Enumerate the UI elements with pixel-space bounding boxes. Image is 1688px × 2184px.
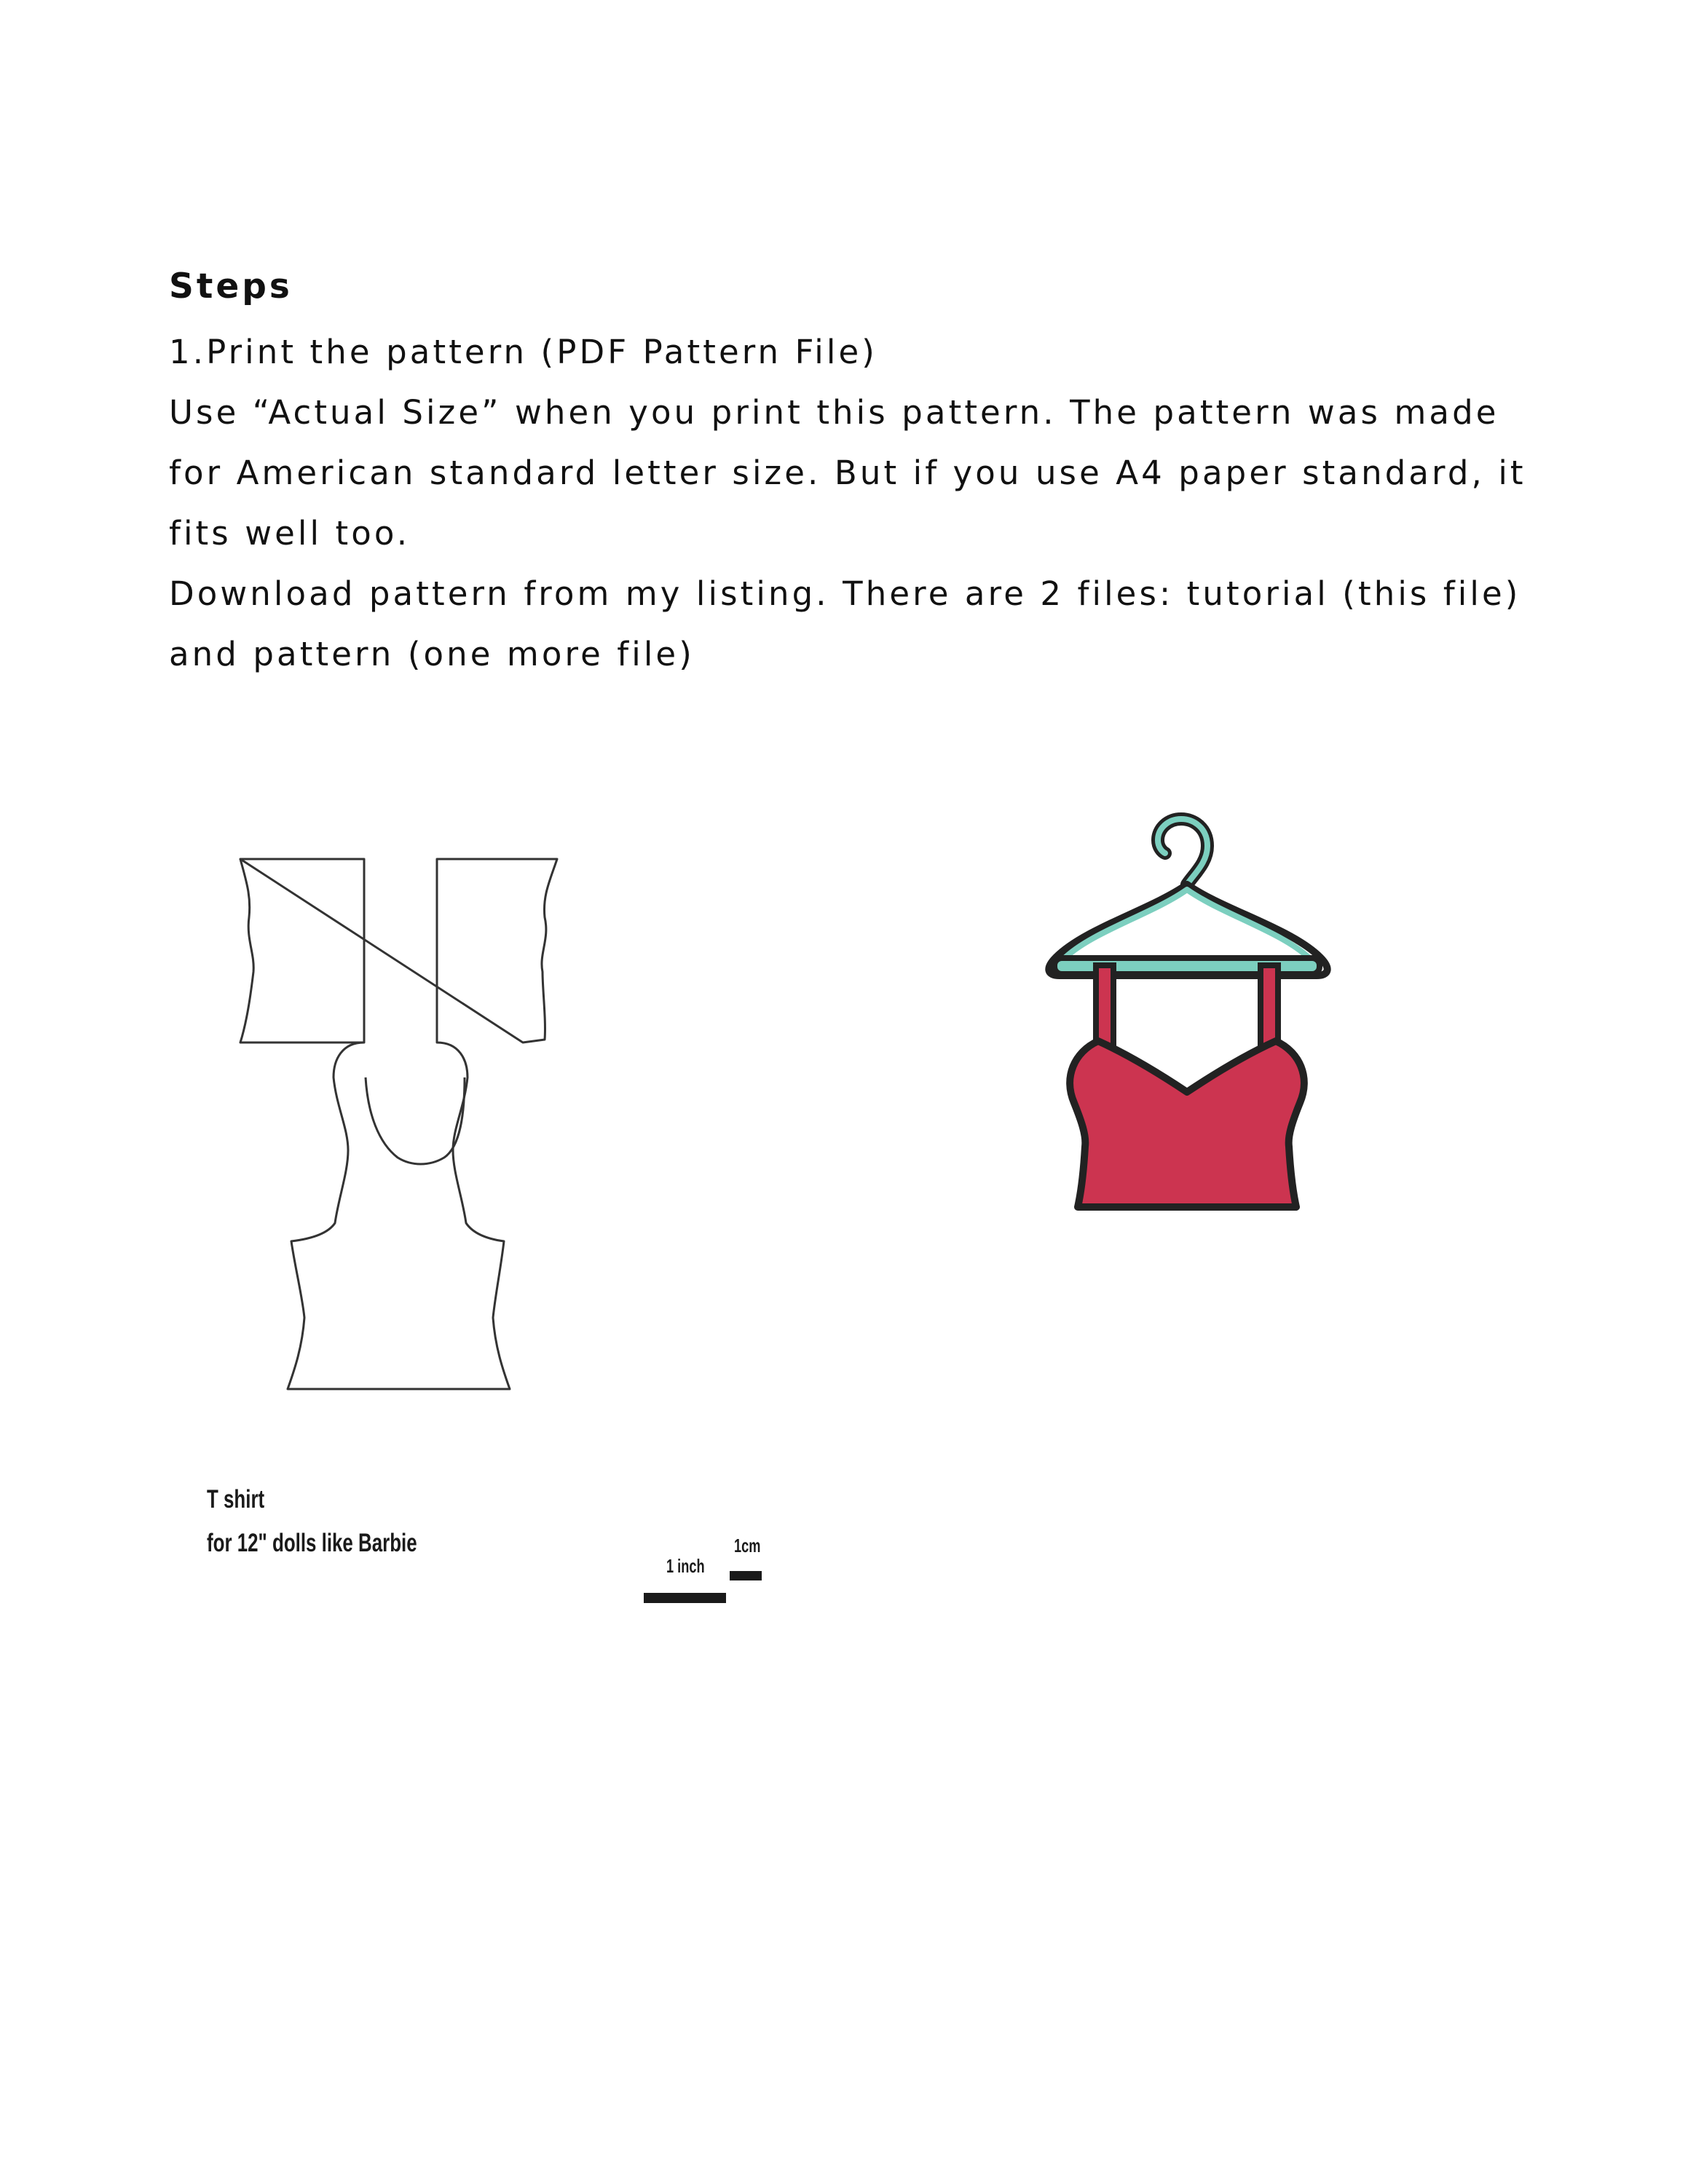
scale-inch-label: 1 inch [666,1555,705,1577]
scale-cm-label: 1cm [734,1535,761,1556]
scale-cm-bar [730,1571,762,1580]
hanger-with-top-icon [1019,794,1354,1216]
steps-heading: Steps [169,266,293,306]
step-1-text: 1.Print the pattern (PDF Pattern File) [169,333,877,371]
actual-size-instruction: Use “Actual Size” when you print this pattern. The pattern was made for American standard letter size. But if you use A4 paper standard, it fits well too. [169,393,1526,553]
pattern-caption-title: T shirt [207,1485,265,1514]
steps-body [169,322,1553,684]
scale-inch-bar [644,1593,726,1603]
tshirt-pattern-outline [233,852,568,1398]
pattern-caption-subtitle: for 12" dolls like Barbie [207,1529,417,1557]
pattern-caption [207,1478,417,1565]
download-instruction: Download pattern from my listing. There are 2 files: tutorial (this file) and pattern (one more file) [169,574,1521,673]
